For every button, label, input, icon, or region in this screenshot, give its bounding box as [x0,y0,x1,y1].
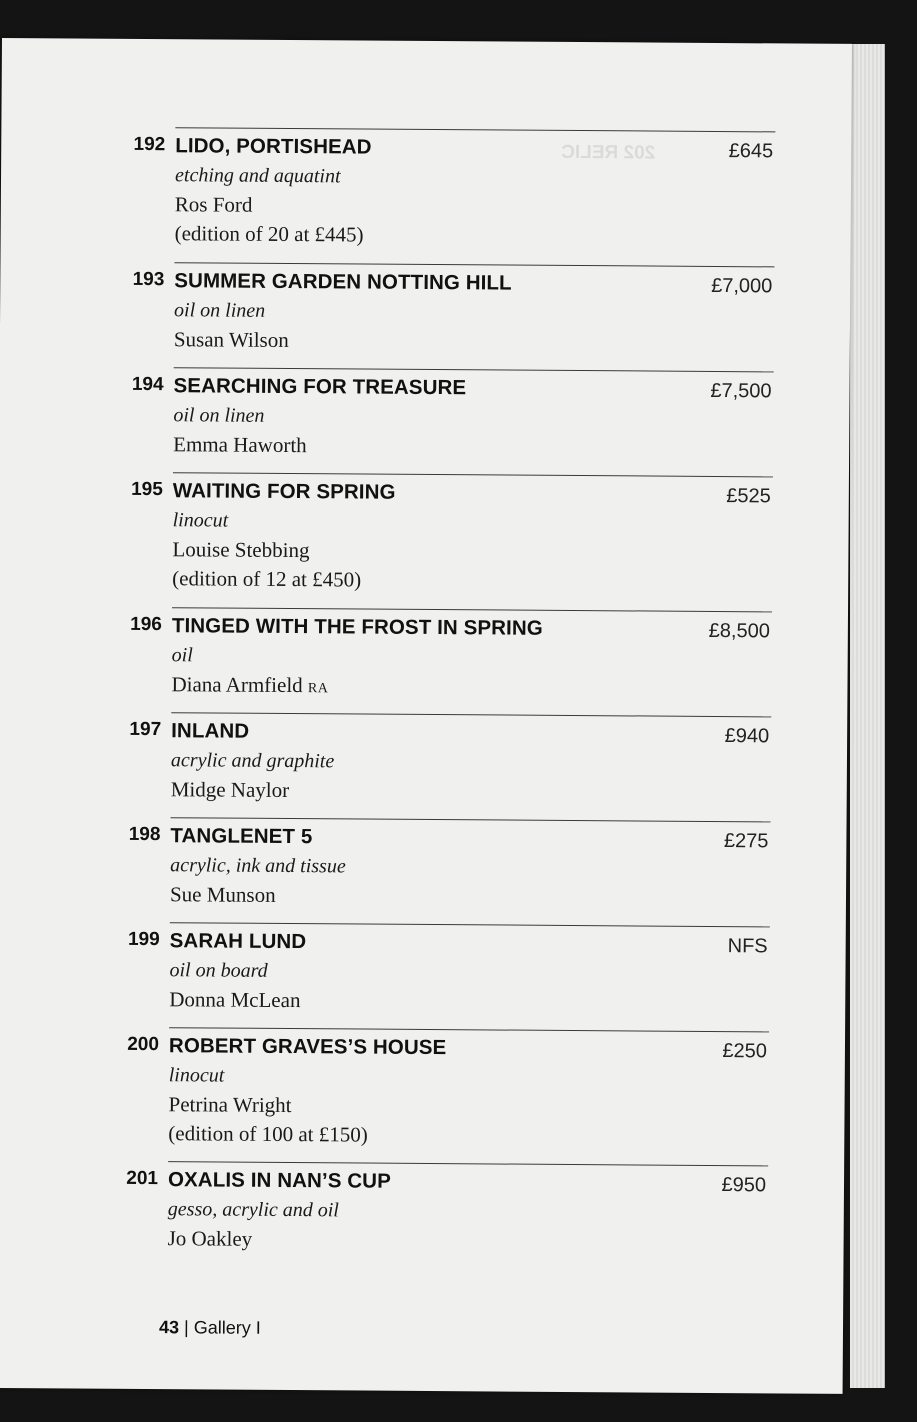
entry-price: £275 [723,830,769,853]
entry-title: INLAND [171,719,250,743]
entry-medium: oil [171,644,193,667]
entry-title: OXALIS IN NAN’S CUP [167,1168,391,1193]
page-edge [850,44,885,1388]
entry-number: 199 [127,928,160,951]
entry-price: £525 [726,485,771,508]
entry-artist: Emma Haworth [173,432,307,458]
entry-price: £7,500 [710,379,772,403]
catalogue-entry [127,922,770,1013]
entry-price: £7,000 [711,274,773,298]
entry-price: NFS [727,935,768,958]
entry-title: WAITING FOR SPRING [172,479,396,504]
artist-name: Diana Armfield [171,672,303,698]
page-number: 43 [158,1317,180,1338]
entry-title: SEARCHING FOR TREASURE [173,374,467,400]
entry-artist: Sue Munson [169,882,276,907]
entry-price: £940 [724,725,770,748]
entry-artist: Donna McLean [169,987,301,1013]
entry-medium: acrylic, ink and tissue [170,854,346,878]
entry-medium: gesso, acrylic and oil [167,1198,339,1222]
entry-price: £250 [722,1040,768,1063]
entry-price: £8,500 [708,619,770,643]
entry-number: 193 [132,268,165,291]
entry-number: 196 [130,613,162,636]
entry-medium: oil on linen [174,299,266,322]
section-name: Gallery I [193,1317,261,1338]
entry-medium: linocut [172,509,229,532]
catalogue-entry [130,607,772,698]
catalogue-entry [131,472,773,592]
entry-medium: oil on linen [173,404,265,427]
catalogue-entry [131,367,774,458]
entry-number: 195 [131,478,163,501]
entry-edition: (edition of 20 at £445) [174,221,364,247]
entry-number: 201 [126,1167,159,1190]
entry-price: £645 [728,140,774,163]
catalogue-entry [132,262,774,353]
entry-title: TINGED WITH THE FROST IN SPRING [171,614,543,640]
entry-medium: oil on board [169,959,268,982]
entry-number: 198 [128,823,161,846]
entry-edition: (edition of 12 at £450) [172,566,362,592]
entry-edition: (edition of 100 at £150) [168,1121,368,1147]
entry-artist: Ros Ford [174,192,253,217]
catalogue-entry [129,712,771,803]
catalogue-entry [126,1161,768,1251]
entry-artist: Louise Stebbing [172,537,310,563]
entry-price: £950 [721,1174,767,1197]
artist-suffix: RA [307,681,329,697]
entry-artist: Susan Wilson [173,327,289,353]
footer-separator: | [183,1317,189,1338]
entry-number: 197 [129,718,162,741]
entry-artist [171,672,328,698]
entry-title: SUMMER GARDEN NOTTING HILL [174,269,512,295]
catalogue-entry [127,1027,769,1147]
catalogue-entry [128,817,771,907]
entry-title: SARAH LUND [169,929,307,954]
entry-number: 192 [133,133,166,156]
entry-artist: Midge Naylor [170,777,290,803]
entry-title: TANGLENET 5 [170,824,313,849]
page-footer [159,1317,261,1339]
entry-medium: linocut [168,1064,225,1087]
entry-medium: etching and aquatint [174,164,341,188]
entry-number: 194 [131,373,164,396]
show-through: 202 RELIC [561,141,656,164]
entry-artist: Jo Oakley [167,1226,253,1251]
entry-artist: Petrina Wright [168,1092,292,1118]
entry-number: 200 [127,1033,160,1056]
entry-title: LIDO, PORTISHEAD [175,134,372,159]
entry-title: ROBERT GRAVES’S HOUSE [168,1034,447,1060]
entry-medium: acrylic and graphite [170,749,335,773]
catalogue-page [0,38,852,1394]
